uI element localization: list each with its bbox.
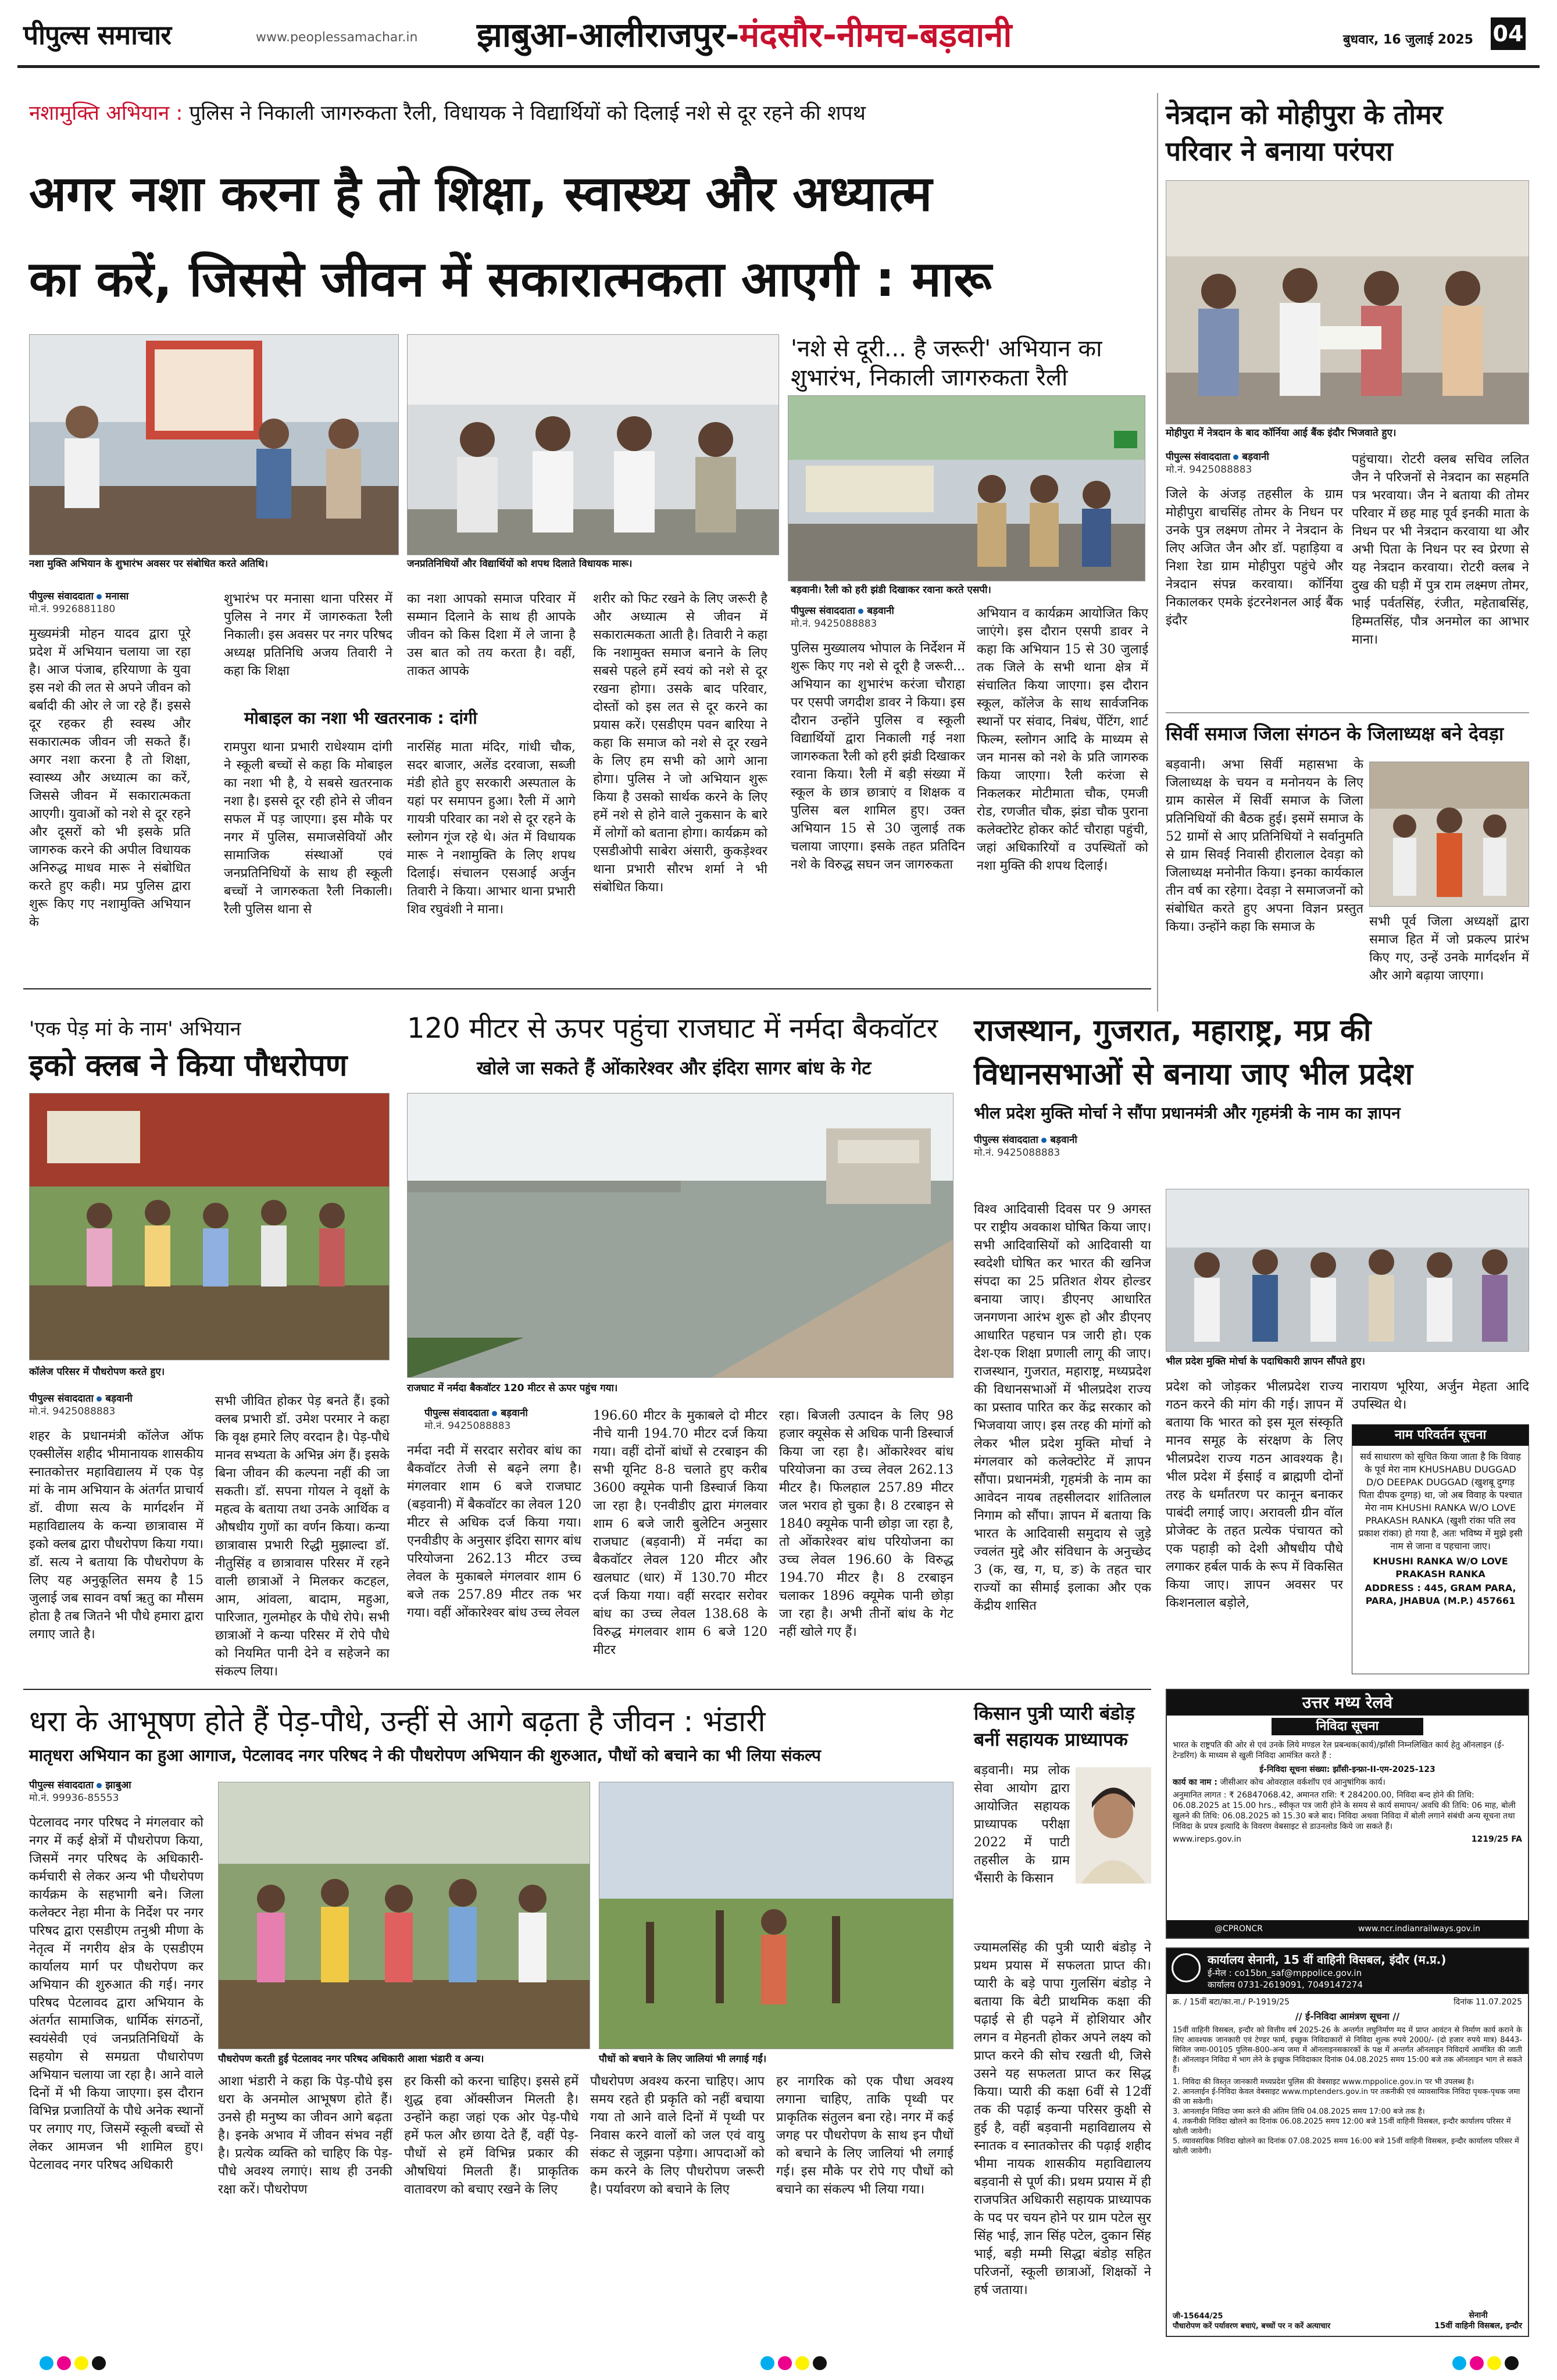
narmada-byline-mobile: मो.नं. 9425088883	[424, 1420, 511, 1432]
kisan-column-2	[974, 1939, 1151, 2340]
nashe-column-2	[977, 605, 1148, 1035]
lead-subhead: मोबाइल का नशा भी खतरनाक : दांगी	[244, 708, 477, 728]
nashe-byline	[791, 605, 965, 630]
sirvi-text-column	[1166, 756, 1363, 1012]
dhara-photo-1-image	[219, 1782, 590, 2049]
railway-intro: भारत के राष्ट्रपति की ओर से एवं उनके लिये मण्डल रेल प्रबन्धक(कार्य)/झाँसी निम्नलिखित कार्य हेतु ऑनलाइन (ई-टेन्डरिंग) के माध्यम से खुली निविदा आमंत्रित करते हैं :	[1173, 1741, 1505, 1760]
netradan-photo	[1166, 180, 1529, 424]
netradan-caption: मोहीपुरा में नेत्रदान के बाद कॉर्निया आई बैंक इंदौर भिजवाते हुए।	[1166, 427, 1397, 439]
narmada-col1-text: नर्मदा नदी में सरदार सरोवर बांध का बैकवॉटर तेजी से बढ़ने लगा है। मंगलवार शाम 6 बजे राजघाट (बड़वानी) में बैकवॉटर का लेवल 120 मीटर से अधिक दर्ज किया गया। एनवीडीए के अनुसार इंदिरा सागर बांध परियोजना 262.13 मीटर उच्च लेवल के मुकाबले मंगलवार शाम 6 बजे तक 257.89 मीटर तक भर गया। वहीं ओंकारेश्वर बांध उच्च लेवल	[407, 1443, 581, 1620]
netradan-headline-2: परिवार ने बनाया परंपरा	[1166, 135, 1393, 167]
region-title-black: झाबुआ-आलीराजपुर-	[477, 15, 740, 55]
location-icon	[1041, 1138, 1047, 1143]
police-tender	[1166, 1947, 1529, 2337]
region-title-red: मंदसौर-नीमच-बड़वानी	[739, 15, 1012, 55]
eco-col2-text: सभी जीवित होकर पेड़ बनते हैं। इको क्लब प्रभारी डॉ. उमेश परमार ने कहा कि वृक्ष हमारे लिए वरदान है। पेड़-पौधे मानव सभ्यता के अभिन्न अंग हैं। इसके बिना जीवन की कल्पना नहीं की जा सकती। डॉ. सपना गोयल ने वृक्षों के महत्व के बताया तथा उनके आर्थिक व औषधीय गुणों का वर्णन किया। कन्या छात्रावास प्रभारी रिद्धी मुझाल्दा डॉ. नीतुसिंह व छात्रावास परिसर में रहने वाली छात्राओं ने मिलकर कटहल, आम, आंवला, बादाम, महुआ, पारिजात, गुलमोहर के पौधे रोपे। सभी छात्राओं ने कन्या परिसर में रोपे पौधे को नियमित पानी देने व सहेजने का संकल्प लिया।	[215, 1394, 390, 1679]
name-change-title: नाम परिवर्तन सूचना	[1352, 1425, 1529, 1446]
bhil-photo-image	[1166, 1189, 1529, 1352]
kisan-headline-1: किसान पुत्री प्यारी बंडोड़	[974, 1702, 1135, 1724]
lead-byline-place: मनासा	[105, 591, 129, 602]
netradan-column-2	[1352, 451, 1529, 706]
dhara-col3-text: हर किसी को करना चाहिए। इससे हमें शुद्ध हवा ऑक्सीजन मिलती है। उन्होंने कहा जहां एक ओर पेड़-पौधे हमें फल और छाया देते हैं, वहीं पेड़-पौधों से हमें विभिन्न प्रकार की औषधियां मिलती हैं। प्राकृतिक वातावरण को बचाए रखने के लिए	[404, 2074, 578, 2197]
nashe-headline-1: 'नशे से दूरी... है जरूरी' अभियान का	[791, 335, 1102, 362]
railway-work: जीसीआर कोच ओवरहाल वर्कशॉप एवं आनुषांगिक कार्य।	[1220, 1778, 1385, 1787]
police-ref-row	[1167, 1994, 1528, 2010]
lead-col2b-text: रामपुरा थाना प्रभारी राधेश्याम दांगी ने स्कूली बच्चों से कहा कि मोबाइल का नशा भी है, ये सबसे खतरनाक नशा है। इससे दूर रही होने से जीवन सफल में पड़ जाएगा। इस मौके पर नगर में पुलिस, समाजसेवियों और सामाजिक संस्थाओं एवं जनप्रतिनिधियों के साथ ही स्कूली बच्चों ने जागरुकता रैली निकाली। रैली पुलिस थाना से	[224, 740, 392, 917]
netradan-col2-text: पहुंचाया। रोटरी क्लब सचिव ललित जैन ने परिजनों से नेत्रदान का सहमति पत्र भरवाया। जैन ने बताया की तोमर परिवार में छह माह पूर्व इनकी माता के निधन पर भी नेत्रदान करवाया था और अभी पिता के निधन पर स्व प्रेरणा से यह नेत्रदान करवाया। रोटरी क्लब ने दुख की घड़ी में पुत्र राम लक्ष्मण तोमर, भाई पर्वतसिंह, रंजीत, महेताबसिंह, हिम्मतसिंह, पौत्र अनमोल का आभार माना।	[1352, 452, 1529, 647]
bhil-column-1	[974, 1200, 1151, 1677]
railway-social[interactable]: @CPRONCR	[1215, 1924, 1263, 1934]
lead-kicker-text: पुलिस ने निकाली जागरुकता रैली, विधायक ने विद्यार्थियों को दिलाई नशे से दूर रहने की शपथ	[189, 102, 866, 125]
narmada-headline: 120 मीटर से ऊपर पहुंचा राजघाट में नर्मदा बैकवॉटर	[407, 1012, 938, 1045]
kisan-column-1	[974, 1761, 1070, 1936]
kisan-photo-image	[1076, 1767, 1151, 1884]
dhara-col1-text: पेटलावद नगर परिषद ने मंगलवार को नगर में कई क्षेत्रों में पौधरोपण किया, जिसमें नगर परिषद के अधिकारी-कर्मचारी से लेकर अन्य भी पौधरोपण कार्यक्रम के सहभागी बने। जिला कलेक्टर नेहा मीना के निर्देश पर नगर परिषद द्वारा एसडीएम तनुश्री मीणा के नेतृत्व में नगरीय क्षेत्र के एसडीएम कार्यालय मार्ग पर पौधरोपण कर अभियान की शुरुआत की गई। नगर परिषद पेटलावद द्वारा अभियान के अंतर्गत सामाजिक, धार्मिक संगठनों, स्वयंसेवी एवं जनप्रतिनिधियों के सहयोग से समग्रता पौधारोपण अभियान चलाया जा रहा है। आने वाले दिनों में भी किया जाएगा। इस दौरान विभिन्न प्रजातियों के पौधे अनेक स्थानों पर लगाए गए, जिसमें स्कूली बच्चों से लेकर आमजन भी शामिल हुए। पेटलावद नगर परिषद अधिकारी	[29, 1816, 203, 2172]
lead-col4-text: शरीर को फिट रखने के लिए जरूरी है और अध्यात्म से जीवन में सकारात्मकता आती है। तिवारी ने कहा कि नशामुक्त समाज बनाने के लिए सबसे पहले हमें स्वयं को नशे से दूर रखना होगा। उसके बाद परिवार, दोस्तों को इस लत से दूर करने का प्रयास करें। एसडीएम पवन बारिया ने कहा कि समाज को नशे से दूर रखने के लिए हम सभी को आगे आना होगा। पुलिस ने जो अभियान शुरू किया है उसको सार्थक करने के लिए हमें नशे से होने वाले नुकसान के बारे में लोगों को बताना होगा। कार्यक्रम को एसडीओपी साबेरा अंसारी, कुकड़ेश्वर थाना प्रभारी सौरभ शर्मा ने भी संबोधित किया।	[593, 592, 767, 895]
bhil-headline-1: राजस्थान, गुजरात, महाराष्ट्र, मप्र की	[974, 1013, 1372, 1048]
location-icon	[97, 1783, 102, 1788]
eco-headline: इको क्लब ने किया पौधरोपण	[29, 1048, 348, 1083]
narmada-byline-place: बड़वानी	[501, 1407, 528, 1419]
name-change-sign: KHUSHI RANKA W/O LOVE PRAKASH RANKA	[1373, 1556, 1508, 1579]
police-item: 2. आनलाईन ई-निविदा केवल वेबसाइट www.mptenders.gov.in पर तकनीकी एवं व्यावसायिक निविदा पृथक-पृथक जमा की जा सकेगी।	[1173, 2088, 1520, 2106]
sirvi-photo-image	[1370, 762, 1529, 907]
bhil-byline-place: बड़वानी	[1050, 1134, 1077, 1146]
kisan-headline-2: बनीं सहायक प्राध्यापक	[974, 1728, 1128, 1750]
location-icon	[492, 1411, 497, 1416]
nashe-caption: बड़वानी। रैली को हरी झंडी दिखाकर रवाना करते एसपी।	[791, 584, 991, 596]
bhil-text-1: विश्व आदिवासी दिवस पर 9 अगस्त पर राष्ट्रीय अवकाश घोषित किया जाए। सभी आदिवासियों को आदिवासी या स्वदेशी घोषित कर भारत की खनिज संपदा का 25 प्रतिशत शेयर होल्डर बनाया जाए। डीएनए आधारित जनगणना आरंभ शुरू हो और डीएनए आधारित पहचान पत्र जारी हो। एक देश-एक शिक्षा प्रणाली लागू की जाए। राजस्थान, गुजरात, महाराष्ट्र, मध्यप्रदेश की विधानसभाओं में भीलप्रदेश राज्य का प्रस्ताव पारित कर केंद्र सरकार को भिजवाया जाए। इस तरह की मांगों को लेकर भील प्रदेश मुक्ति मोर्चा ने मंगलवार को कलेक्टोरेट में ज्ञापन सौंपा। प्रधानमंत्री, गृहमंत्री के नाम का आवेदन नायब तहसीलदार शांतिलाल निगाम को सौंपा। ज्ञापन में बताया कि भारत के आदिवासी समुदाय से जुड़े ज्वलंत मुद्दे और संविधान के अनुच्छेद 3 (क, ख, ग, घ, ङ) के तहत चार राज्यों का सीमाई इलाका और एक केंद्रीय शासित	[974, 1202, 1151, 1613]
sirvi-photo	[1369, 762, 1529, 907]
sirvi-top-rule	[1166, 712, 1529, 713]
dhara-byline	[29, 1779, 203, 1804]
bhil-byline-mobile: मो.नं. 9425088883	[974, 1147, 1060, 1159]
eco-photo	[29, 1093, 390, 1360]
lead-photo-1-image	[30, 335, 399, 555]
eco-column-2	[215, 1392, 390, 1683]
railway-site[interactable]: www.ncr.indianrailways.gov.in	[1358, 1924, 1480, 1934]
police-item: 1. निविदा की विस्तृत जानकारी मध्यप्रदेश पुलिस की वेबसाइट www.mppolice.gov.in पर भी उपलब्ध है।	[1173, 2078, 1474, 2086]
police-ref: क्र. / 15वीं बटा/का.ना./ P-1919/25	[1173, 1997, 1290, 2007]
lead-column-2a	[224, 590, 392, 701]
kisan-col2-text: ज्यामलसिंह की पुत्री प्यारी बंडोड़ ने प्रथम प्रयास में सफलता प्राप्त की। प्यारी के बड़े पापा गुलसिंग बंडोड़ ने बताया कि बेटी प्राथमिक कक्षा की पढ़ाई से ही पढ़ने में होशियार और लगन व मेहनती होकर अपने लक्ष्य को प्राप्त करने की सोच रखती थी, जिसे उसने यह सफलता प्राप्त कर सिद्ध किया। प्यारी की कक्षा 6वीं से 12वीं तक की पढ़ाई कन्या परिसर कुक्षी से हुई है, वहीं बड़वानी महाविद्यालय से स्नातक व स्नातकोत्तर की पढ़ाई शहीद भीमा नायक शासकीय महाविद्यालय बड़वानी से पूर्ण की। प्रथम प्रयास में ही राजपत्रित अधिकारी सहायक प्राध्यापक के पद पर चयन होने पर ग्राम पटेल सुर सिंह भाई, ज्ञान सिंह पटेल, दुकान सिंह भाई, बड़ी मम्मी सिद्धा बंडोड़ सहित परिजनों, स्कूली छात्राओं, शिक्षकों ने हर्ष जताया।	[974, 1941, 1151, 2297]
dhara-caption-2: पौधों को बचाने के लिए जालियां भी लगाई गईं।	[599, 2053, 767, 2065]
nashe-column-1	[791, 639, 965, 1035]
netradan-byline	[1166, 451, 1346, 476]
narmada-photo-image	[408, 1093, 954, 1378]
bhil-column-2	[1166, 1378, 1343, 1680]
lead-headline-1: अगर नशा करना है तो शिक्षा, स्वास्थ्य और अध्यात्म	[29, 165, 933, 222]
railway-notice-no: ई-निविदा सूचना संख्या: झाँसी-इन्फ्रा-II-एम-2025-123	[1259, 1765, 1435, 1774]
eco-byline-place: बड़वानी	[105, 1393, 133, 1405]
dhara-column-5	[776, 2072, 954, 2340]
bhil-column-3	[1352, 1378, 1529, 1418]
railway-work-row	[1167, 1776, 1528, 1789]
police-header	[1167, 1949, 1528, 1994]
lead-photo-2-caption: जनप्रतिनिधियों और विद्यार्थियों को शपथ दिलाते विधायक मारू।	[407, 558, 633, 570]
narmada-col2-text: 196.60 मीटर के मुकाबले दो मीटर नीचे यानी 194.70 मीटर दर्ज किया गया। वहीं दोनों बांधों से टरबाइन की सभी यूनिट 8-8 चलाते हुए करीब 3600 क्यूमेक पानी डिस्चार्ज किया जा रहा है। एनवीडीए द्वारा मंगलवार शाम 6 बजे जारी बुलेटिन अनुसार राजघाट (बड़वानी) में नर्मदा का बैकवॉटर लेवल 120 मीटर और खलघाट (धार) में 130.70 मीटर दर्ज किया गया। वहीं सरदार सरोवर बांध का उच्च लेवल 138.68 के विरुद्ध मंगलवार शाम 6 बजे 120 मीटर	[593, 1409, 767, 1657]
sirvi-caption: सभी पूर्व जिला अध्यक्षों द्वारा समाज हित में जो प्रकल्प प्रारंभ किए गए, उन्हें उनके मार्गदर्शन में और आगे बढ़ाया जाएगा।	[1369, 914, 1529, 983]
netradan-byline-name: पीपुल्स संवाददाता	[1166, 451, 1230, 463]
eco-photo-image	[30, 1093, 390, 1360]
bhil-byline	[974, 1134, 1154, 1159]
bhil-caption: भील प्रदेश मुक्ति मोर्चा के पदाधिकारी ज्ञापन सौंपते हुए।	[1166, 1356, 1365, 1367]
netradan-photo-image	[1166, 181, 1529, 424]
narmada-deck: खोले जा सकते हैं ओंकारेश्वर और इंदिरा सागर बांध के गेट	[477, 1057, 872, 1079]
police-phone: कार्यालय 0731-2619091, 7049147274	[1208, 1979, 1363, 1990]
lead-col2a-text: शुभारंभ पर मनासा थाना परिसर में पुलिस ने नगर में जागरुकता रैली निकाली। इस अवसर पर नगर परिषद अध्यक्ष प्रतिनिधि अजय तिवारी ने कहा कि शिक्षा	[224, 592, 392, 678]
site-url: www.peoplessamachar.in	[256, 30, 418, 45]
railway-tender	[1166, 1689, 1529, 1939]
dhara-byline-mobile: मो.नं. 99936-85553	[29, 1792, 119, 1804]
nashe-photo-image	[788, 396, 1145, 581]
logo-text: पीपुल्स समाचार	[23, 19, 172, 51]
location-icon	[1233, 455, 1238, 460]
railway-code: 1219/25 FA	[1471, 1835, 1522, 1844]
police-date: दिनांक 11.07.2025	[1454, 1997, 1522, 2007]
lead-column-3a	[407, 590, 576, 701]
bhil-photo	[1166, 1189, 1529, 1352]
dhara-col4-text: पौधरोपण अवश्य करना चाहिए। आप समय रहते ही प्रकृति को नहीं बचाया गया तो आने वाले दिनों में पृथ्वी पर निवास करने वालों को जल एवं वायु संकट से जूझना पड़ेगा। आपदाओं को कम करने के लिए पौधरोपण जरूरी है। पर्यावरण को बचाने के लिए	[590, 2074, 765, 2197]
bhil-deck: भील प्रदेश मुक्ति मोर्चा ने सौंपा प्रधानमंत्री और गृहमंत्री के नाम का ज्ञापन	[974, 1103, 1401, 1123]
issue-date: बुधवार, 16 जुलाई 2025	[1343, 33, 1473, 47]
lead-column-3b	[407, 738, 576, 1035]
narmada-photo	[407, 1093, 954, 1378]
eco-byline-name: पीपुल्स संवाददाता	[29, 1393, 94, 1405]
netradan-byline-mobile: मो.नं. 9425088883	[1166, 464, 1252, 476]
registration-marks-image	[23, 2354, 1535, 2372]
sirvi-caption-column	[1369, 913, 1529, 1012]
lead-photo-2-image	[408, 335, 779, 555]
location-icon	[97, 1396, 102, 1402]
narmada-caption: राजघाट में नर्मदा बैकवॉटर 120 मीटर से ऊपर पहुंच गया।	[407, 1382, 618, 1394]
name-change-notice	[1352, 1424, 1529, 1674]
eco-caption: कॉलेज परिसर में पौधरोपण करते हुए।	[29, 1366, 165, 1378]
dhara-column-1	[29, 1814, 203, 2337]
dhara-col2-text: आशा भंडारी ने कहा कि पेड़-पौधे इस धरा के अनमोल आभूषण होते हैं। उनसे ही मनुष्य का जीवन आगे बढ़ता है। इनके अभाव में जीवन संभव नहीं है। प्रत्येक व्यक्ति को चाहिए कि पेड़-पौधे अवश्य लगाएं। साथ ही उनकी रक्षा करें। पौधरोपण	[218, 2074, 392, 2197]
lead-headline-2: का करें, जिससे जीवन में सकारात्मकता आएगी : मारू	[29, 251, 992, 308]
police-slogan: पौधारोपण करें पर्यावरण बचाएं, बच्चों पर न करें अत्याचार	[1173, 2322, 1331, 2331]
nashe-col2-text: अभियान व कार्यक्रम आयोजित किए जाएंगे। इस दौरान एसपी डावर ने कहा कि अभियान 15 से 30 जुलाई तक जिले के सभी थाना क्षेत्र में संचालित किया जाएगा। इस दौरान स्कूल, कॉलेज के साथ सार्वजनिक स्थानों पर संवाद, निबंध, पेंटिंग, शार्ट फिल्म, स्लोगन आदि के माध्यम से जन मानस को नशे के प्रति जागरुक किया जाएगा। रैली करंजा से निकलकर मोटीमाता चौक, एमजी रोड, रणजीत चौक, झंडा चौक पुराना कलेक्टोरेट होकर कोर्ट चौराहा पहुंची, जहां अधिकारियों व उपस्थितों को नशा मुक्ति की शपथ दिलाई।	[977, 606, 1148, 873]
narmada-column-2	[593, 1407, 767, 1686]
nashe-byline-name: पीपुल्स संवाददाता	[791, 605, 855, 617]
railway-footer	[1167, 1920, 1528, 1938]
dhara-byline-place: झाबुआ	[105, 1779, 131, 1791]
police-items	[1167, 2077, 1528, 2156]
dhara-photo-2	[599, 1782, 954, 2049]
nashe-byline-mobile: मो.नं. 9425088883	[791, 618, 877, 630]
lead-kicker-label: नशामुक्ति अभियान :	[29, 102, 183, 125]
location-icon	[858, 609, 863, 614]
masthead	[0, 0, 1557, 69]
police-footer-right	[1434, 2310, 1522, 2331]
nashe-col1-text: पुलिस मुख्यालय भोपाल के निर्देशन में शुरू किए गए नशे से दूरी है जरूरी... अभियान का शुभारंभ करंजा चौराहा पर एसपी जगदीश डावर ने किया। इस दौरान उन्होंने पुलिस व स्कूली विद्यार्थियों द्वारा निकाली गई नशा जागरुकता रैली को हरी झंडी दिखाकर रवाना किया। रैली में बड़ी संख्या में स्कूल के छात्र छात्राएं व शिक्षक व पुलिस बल शामिल हुए। उक्त अभियान 15 से 30 जुलाई तक चलाया जाएगा। इसके तहत प्रतिदिन नशे के विरुद्ध सघन जन जागरुकता	[791, 641, 965, 872]
dhara-headline: धरा के आभूषण होते हैं पेड़-पौधे, उन्हीं से आगे बढ़ता है जीवन : भंडारी	[29, 1704, 766, 1738]
netradan-col1-text: जिले के अंजड़ तहसील के ग्राम मोहीपुरा बाचसिंह तोमर के निधन पर उनके पुत्र लक्ष्मण तोमर ने नेत्रदान के लिए अजित जैन और डॉ. पहाड़िया व निशा रेडा ग्राम मोहीपुरा पहुंचे और नेत्रदान संपन्न करवाया। कॉर्निया निकालकर एमके इंटरनेशनल आई बैंक इंदौर	[1166, 487, 1343, 628]
name-change-body: सर्व साधारण को सूचित किया जाता है कि विवाह के पूर्व मेरा नाम KHUSHABU DUGGAD D/O DEEPAK DUGGAD (खुशबू दुग्गड़ पिता दीपक दुग्गड़) था, जो अब विवाह के पश्चात मेरा नाम KHUSHI RANKA W/O LOVE PRAKASH RANKA (खुशी रांका पति लव प्रकाश रांका) हो गया है, अतः भविष्य में मुझे इसी नाम से जाना व पहचाना जाए।	[1358, 1451, 1523, 1552]
netradan-column-1	[1166, 485, 1343, 706]
railway-work-label: कार्य का नाम :	[1173, 1778, 1217, 1787]
region-title	[477, 10, 1012, 56]
netradan-byline-place: बड़वानी	[1242, 451, 1269, 463]
police-sign-1: सेनानी	[1469, 2311, 1488, 2320]
dhara-deck: मातृधरा अभियान का हुआ आगाज, पेटलावद नगर परिषद ने की पौधरोपण अभियान की शुरुआत, पौधों को बचाने का भी लिया संकल्प	[29, 1746, 821, 1765]
railway-title: उत्तर मध्य रेलवे	[1167, 1690, 1528, 1716]
railway-subtitle: निविदा सूचना	[1272, 1718, 1423, 1735]
kisan-col1-text: बड़वानी। मप्र लोक सेवा आयोग द्वारा आयोजित सहायक प्राध्यापक परीक्षा 2022 में पाटी तहसील के ग्राम भैंसारी के किसान	[974, 1763, 1070, 1886]
lead-photo-1	[29, 334, 399, 555]
bhil-byline-name: पीपुल्स संवाददाता	[974, 1134, 1038, 1146]
dhara-col5-text: हर नागरिक को एक पौधा अवश्य लगाना चाहिए, ताकि पृथ्वी पर प्राकृतिक संतुलन बना रहे। नगर में कई जगह पर पौधरोपण के साथ इन पौधों को बचाने के लिए जालियां भी लगाई गई। इस मौके पर रोपे गए पौधों को बचाने का संकल्प भी लिया गया।	[776, 2074, 954, 2197]
kisan-photo	[1076, 1767, 1151, 1884]
police-sign-2: 15वीं वाहिनी विसबल, इन्दौर	[1434, 2321, 1522, 2331]
name-change-address: ADDRESS : 445, GRAM PARA, PARA, JHABUA (M.P.) 457661	[1365, 1582, 1516, 1606]
masthead-rule	[17, 65, 1540, 68]
lead-byline	[29, 590, 192, 616]
lead-column-2b	[224, 738, 392, 1035]
eco-byline	[29, 1392, 203, 1418]
lead-byline-name: पीपुल्स संवाददाता	[29, 591, 94, 602]
netradan-headline-1: नेत्रदान को मोहीपुरा के तोमर	[1166, 99, 1443, 130]
masthead-logo	[23, 16, 171, 52]
lead-col1-text: मुख्यमंत्री मोहन यादव द्वारा पूरे प्रदेश में अभियान चलाया जा रहा है। आज पंजाब, हरियाणा के युवा इस नशे की लत से अपने जीवन को बर्बादी की ओर ले जा रहे हैं। इससे दूर रहकर ही स्वस्थ और सकारात्मक जीवन जी सकते हैं। अगर नशा करना है तो शिक्षा, स्वास्थ्य और अध्यात्म का करें, जिससे जीवन में सकारात्मकता आएगी। युवाओं को नशे से दूर रहने और दूसरों को भी इसके प्रति जागरुक करने की अपील विधायक अनिरुद्ध माधव मारू ने संबोधित करते हुए कही। मप्र पुलिस द्वारा शुरू किए गए नशामुक्ति अभियान के	[29, 627, 191, 930]
dhara-column-2	[218, 2072, 392, 2340]
police-code: जी-15644/25	[1173, 2312, 1223, 2321]
lead-kicker	[29, 99, 866, 126]
police-item: 4. तकनीकी निविदा खोलने का दिनांक 06.08.2025 समय 12:00 बजे 15वीं वाहिनी विसबल, इन्दौर कार्यालय परिसर में खोली जावेगी।	[1173, 2117, 1511, 2136]
eco-byline-mobile: मो.नं. 9425088883	[29, 1406, 116, 1417]
bhil-text-3: नारायण भूरिया, अर्जुन मेहता आदि उपस्थित थे।	[1352, 1380, 1529, 1412]
narmada-column-3	[779, 1407, 954, 1686]
page-number: 04	[1491, 17, 1526, 50]
lead-col3a-text: का नशा आपको समाज परिवार में सम्मान दिलाने के साथ ही आपके जीवन को किस दिशा में ले जाना है उस बात को तय करता है। वहीं, ताकत आपके	[407, 592, 576, 678]
bhil-text-2: प्रदेश को जोड़कर भीलप्रदेश राज्य गठन करने की मांग की गई। ज्ञापन में बताया कि भारत को इस मूल संस्कृति मानव समूह के संरक्षण के लिए भीलप्रदेश राज्य गठन आवश्यक है। भील प्रदेश में ईसाई व ब्राह्मणी दोनों तरह के धर्मांतरण पर कानून बनाकर पाबंदी लगाई जाए। अरावली ग्रीन वॉल प्रोजेक्ट के तहत प्रत्येक पंचायत को एक पहाड़ी को देशी औषधीय पौधे लगाकर हर्बल पार्क के रूप में विकसित किया जाए। ज्ञापन अवसर पर किशनलाल बड़ोले,	[1166, 1380, 1343, 1610]
eco-column-1	[29, 1427, 203, 1683]
police-body: 15वीं वाहिनी विसबल, इन्दौर को वित्तीय वर्ष 2025-26 के अन्तर्गत लघुनिर्माण मद में प्राप्त आवंटन से निर्माण कार्य कराने के लिए आवश्यक जानकारी एवं टेण्डर फार्म, इच्छुक निविदाकारों से निविदा शुल्क रुपये 2000/- (दो हजार रुपये मात्र) 8443-सिविल जमा-00105 पुलिस-800-अन्य जमा में ऑनलाइनसकारकों के पक्ष में अन्तर्गत ऑनलाइन निविदायें आमंत्रित की जाती हैं। ऑनलाइन निविदा में भाग लेने के इच्छुक निविदाकार दिनांक 04.08.2025 समय 15:00 बजे तक ऑनलाइन भाग ले सकते हैं।	[1173, 2026, 1522, 2074]
location-icon	[97, 594, 102, 599]
railway-web-row	[1167, 1833, 1528, 1846]
narmada-column-1	[407, 1442, 581, 1686]
sirvi-headline: सिर्वी समाज जिला संगठन के जिलाध्यक्ष बने देवड़ा	[1166, 723, 1504, 745]
section-rule-1	[23, 988, 1151, 989]
police-email: ई-मेल : co15bn_saf@mppolice.gov.in	[1208, 1968, 1362, 1978]
narmada-col3-text: रहा। बिजली उत्पादन के लिए 98 हजार क्यूसेक से अधिक पानी डिस्चार्ज किया जा रहा है। ओंकारेश्वर बांध परियोजना का उच्च लेवल 262.13 मीटर है। फिलहाल 257.89 मीटर जल भराव हो चुका है। 8 टरबाइन से 1840 क्यूमेक पानी छोड़ा जा रहा है, तो ओंकारेश्वर बांध परियोजना का उच्च लेवल 196.60 के विरुद्ध 194.70 मीटर है। 8 टरबाइन चलाकर 1896 क्यूमेक पानी छोड़ा जा रहा है। अभी तीनों बांध के गेट नहीं खोले गए हैं।	[779, 1409, 954, 1639]
nashe-photo	[788, 395, 1145, 581]
sirvi-text: बड़वानी। अभा सिर्वी महासभा के जिलाध्यक्ष के चयन व मनोनयन के लिए ग्राम कासेल में सिर्वी समाज के जिला प्रतिनिधियों की बैठक हुई। इसमें समाज के 52 ग्रामों से आए प्रतिनिधियों ने सर्वानुमति से ग्राम सिवई निवासी हीरालाल देवड़ा को जिलाध्यक्ष मनोनीत किया। इनका कार्यकाल तीन वर्ष का रहेगा। देवड़ा ने समाजजनों को संबोधित करते हुए अपना विज्ञन प्रस्तुत किया। उन्होंने कहा कि समाज के	[1166, 757, 1363, 934]
print-registration-marks	[23, 2354, 1535, 2372]
dhara-column-3	[404, 2072, 578, 2340]
lead-byline-mobile: मो.नं. 9926881180	[29, 603, 116, 615]
police-item: 5. व्यावसायिक निविदा खोलने का दिनांक 07.08.2025 समय 16:00 बजे 15वीं वाहिनी विसबल, इन्दौर कार्यालय परिसर में खोली जावेगी।	[1173, 2137, 1519, 2156]
police-footer-left	[1173, 2311, 1347, 2331]
railway-terms: अनुमानित लागत : ₹ 26847068.42, अमानत राशि: ₹ 284200.00, निविदा बन्द होने की तिथि: 06.08.2025 at 15.00 hrs., स्वीकृत पत्र जारी होने के समय से कार्य समापन/ अवधि की तिथि: 06 माह, बोली खुलने की तिथि: 06.08.2025 को 15.30 बजे बाद। निविदा अथवा निविदा में बोली लगाने संबंधी अन्य सूचना तथा निविदा के प्रपत्र इत्यादि के विवरण वेबसाइट से डाउनलोड किये जा सकते हैं।	[1173, 1791, 1516, 1831]
narmada-byline	[424, 1407, 599, 1432]
eco-kicker: 'एक पेड़ मां के नाम' अभियान	[29, 1017, 241, 1041]
dhara-photo-1	[218, 1782, 590, 2049]
lead-photo-1-caption: नशा मुक्ति अभियान के शुभारंभ अवसर पर संबोधित करते अतिथि।	[29, 558, 269, 570]
nashe-headline-2: शुभारंभ, निकाली जागरुकता रैली	[791, 364, 1068, 391]
lead-column-4	[593, 590, 767, 1038]
dhara-photo-2-image	[599, 1782, 954, 2049]
police-subtitle: // ई-निविदा आमंत्रण सूचना //	[1295, 2011, 1400, 2022]
right-column-divider	[1157, 93, 1158, 1012]
police-title: कार्यालय सेनानी, 15 वीं वाहिनी विसबल, इंदौर (म.प्र.)	[1208, 1953, 1447, 1967]
nashe-byline-place: बड़वानी	[867, 605, 894, 617]
eco-col1-text: शहर के प्रधानमंत्री कॉलेज ऑफ एक्सीलेंस शहीद भीमानायक शासकीय स्नातकोत्तर महाविद्यालय में एक पेड़ मां के नाम अभियान के अंतर्गत प्राचार्य डॉ. वीणा सत्य के मार्गदर्शन में महाविद्यालय के कन्या छात्रावास में इको क्लब द्वारा पौधरोपण किया गया। डॉ. सत्य ने बताया कि पौधरोपण के लिए यह अनुकूलित समय है 15 जुलाई जब सावन वर्षा ऋतु का मौसम होता है तब जितने भी पौधे हमारा द्वारा लगाए जाते है।	[29, 1429, 203, 1642]
lead-col3b-text: नारसिंह माता मंदिर, गांधी चौक, सदर बाजार, अलेंड दरवाजा, सब्जी मंडी होते हुए सरकारी अस्पताल के यहां पर समापन हुआ। रैली में आगे गायत्री परिवार का नशे से दूर रहने के स्लोगन गूंज रहे थे। अंत में विधायक मारू ने नशामुक्ति के लिए शपथ दिलाई। संचालन एसआई अर्जुन तिवारी ने किया। आभार थाना प्रभारी शिव रघुवंशी ने माना।	[407, 740, 576, 917]
police-emblem-icon	[1172, 1953, 1201, 1982]
narmada-byline-name: पीपुल्स संवाददाता	[424, 1407, 489, 1419]
dhara-caption-1: पौधरोपण करती हुईं पेटलावद नगर परिषद अधिकारी आशा भंडारी व अन्य।	[218, 2053, 484, 2065]
dhara-column-4	[590, 2072, 765, 2340]
section-rule-2	[23, 1689, 1151, 1690]
dhara-byline-name: पीपुल्स संवाददाता	[29, 1779, 94, 1791]
railway-web[interactable]: www.ireps.gov.in	[1173, 1835, 1241, 1844]
lead-photo-2	[407, 334, 779, 555]
police-item: 3. आनलाईन निविदा जमा करने की अंतिम तिथि 04.08.2025 समय 17:00 बजे तक है।	[1173, 2107, 1425, 2116]
bhil-headline-2: विधानसभाओं से बनाया जाए भील प्रदेश	[974, 1057, 1413, 1092]
lead-column-1	[29, 625, 191, 1038]
